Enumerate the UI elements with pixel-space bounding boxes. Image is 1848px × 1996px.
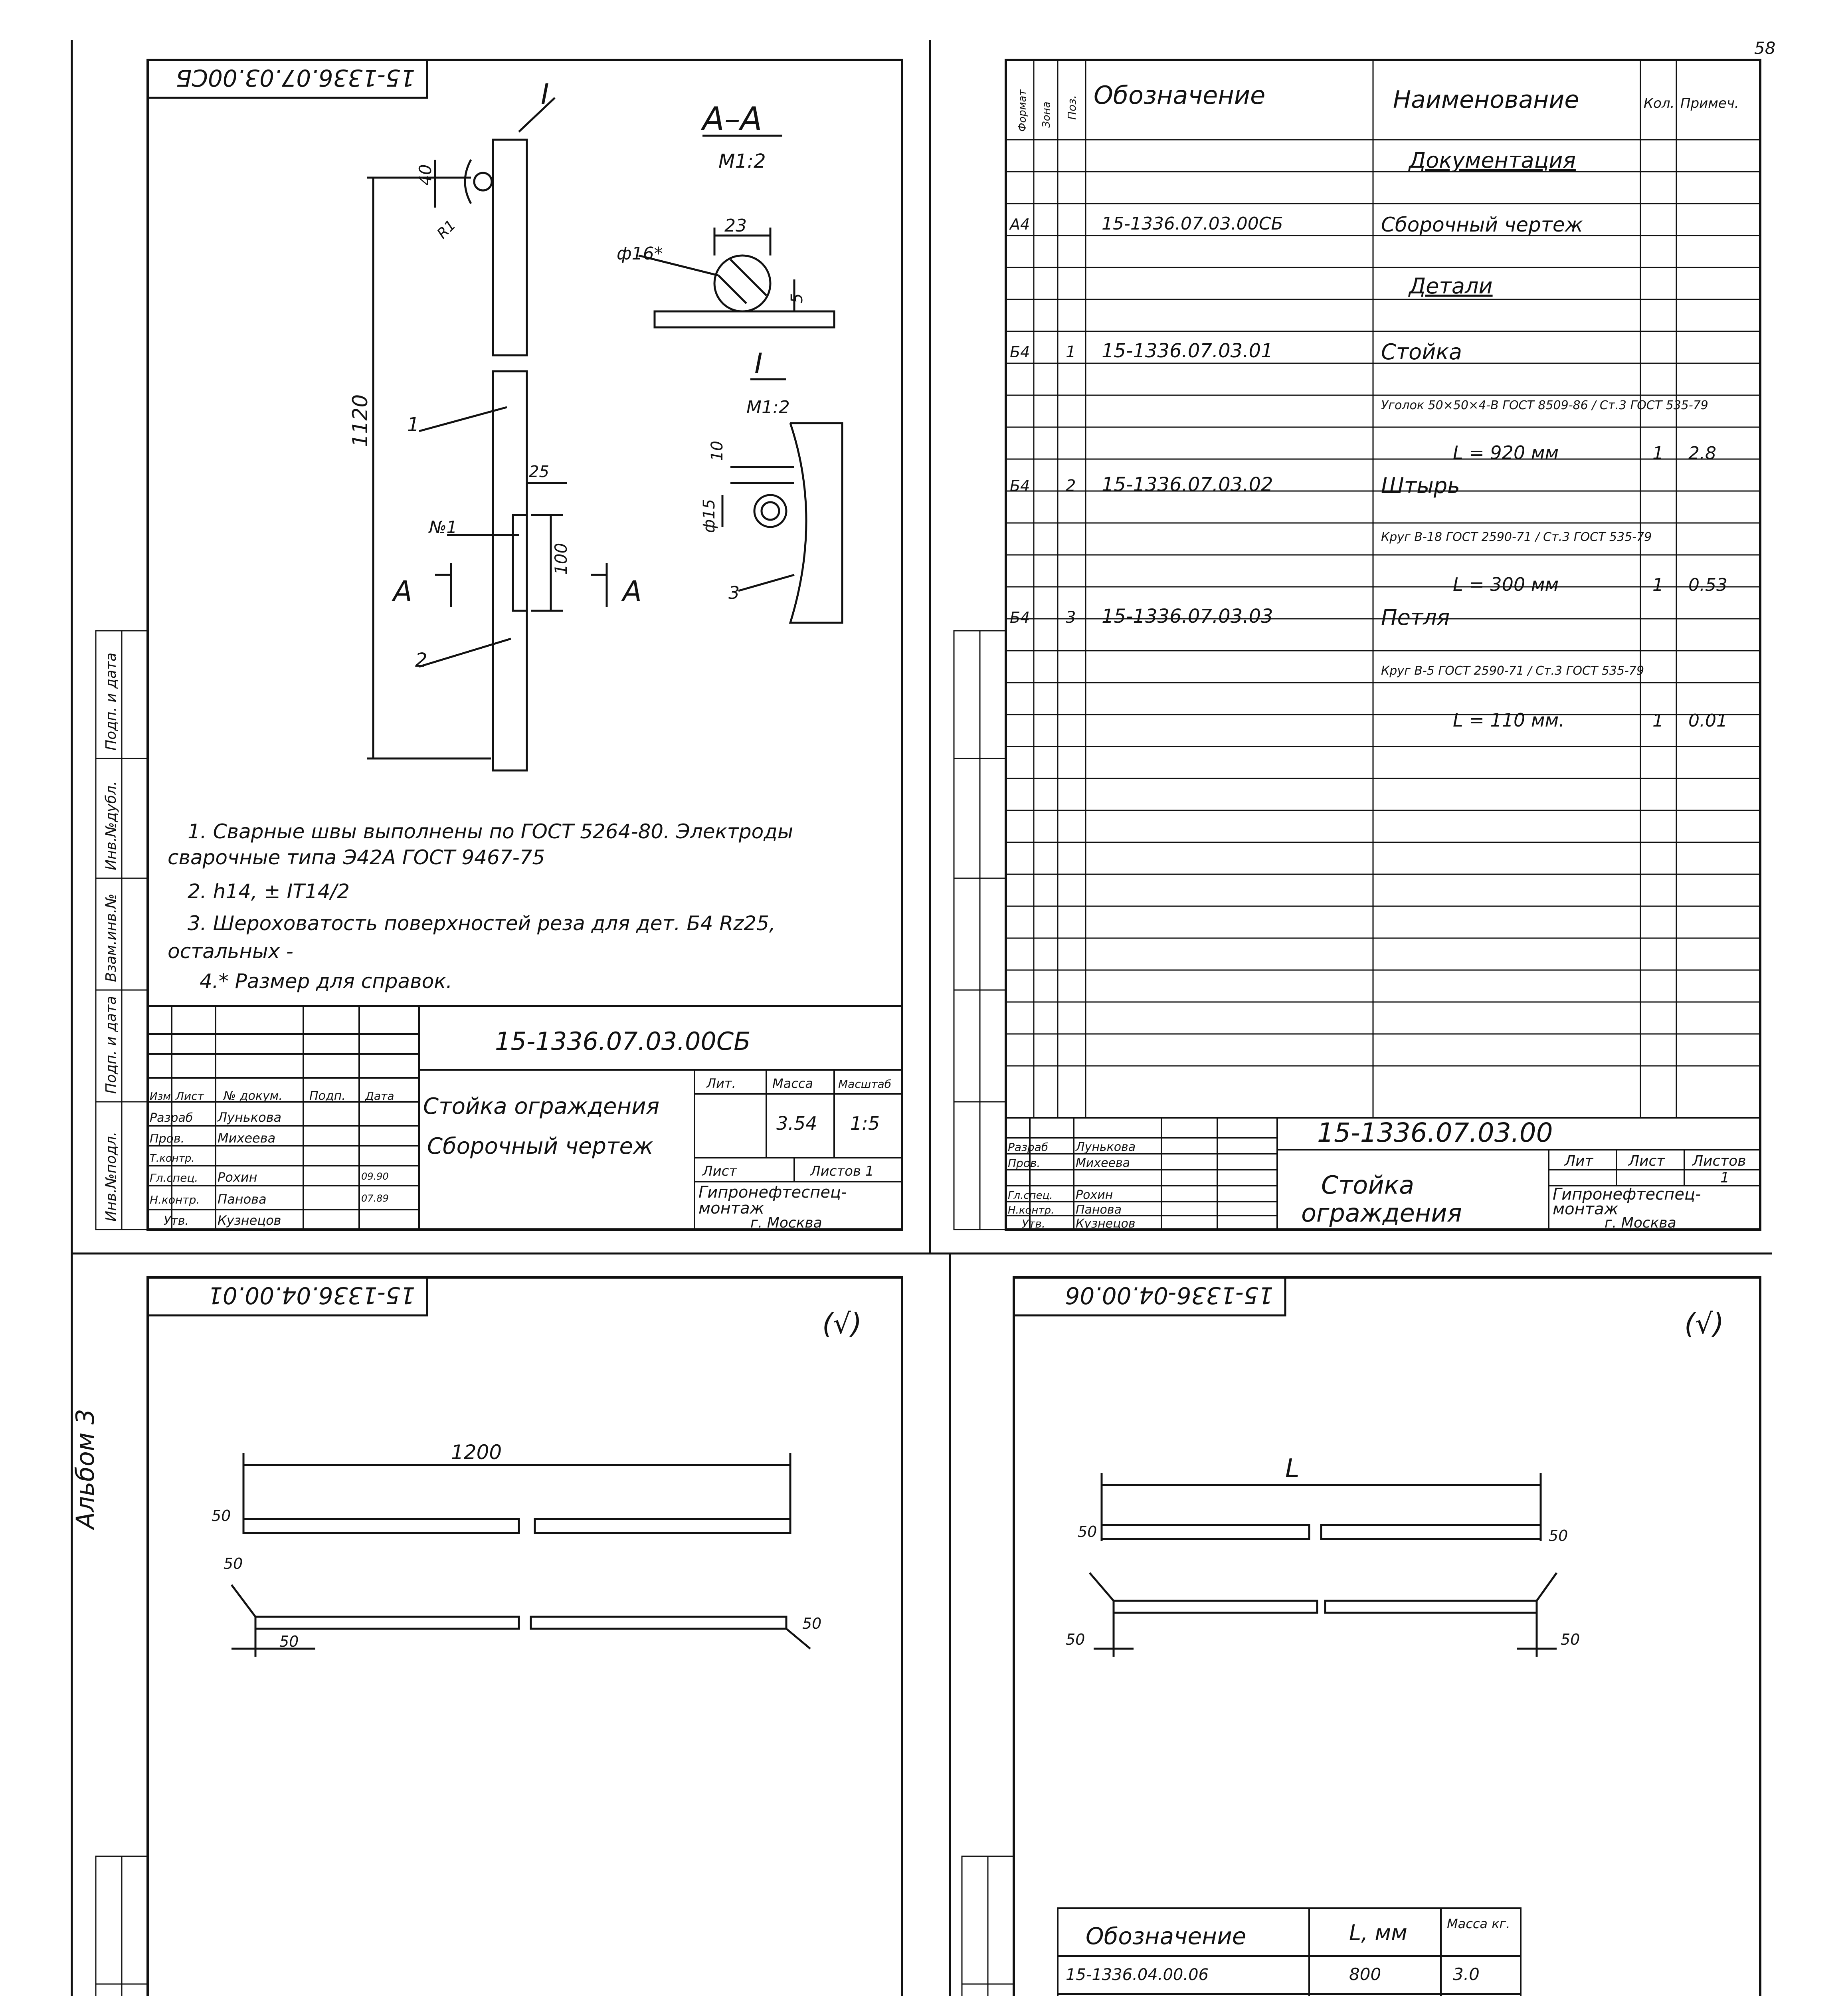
sheet1-tb-code: 15-1336.07.03.00СБ — [495, 1027, 751, 1056]
sheet2-tb-name-1: Стойка — [1321, 1170, 1415, 1200]
spec-row-9-pos: 3 — [1066, 608, 1076, 627]
sheet1-tb-org-3: г. Москва — [750, 1215, 822, 1231]
sheet1-tb-lit: Лит. — [706, 1076, 736, 1091]
stamp-inv-dubl: Инв.№дубл. — [103, 781, 119, 870]
spec-hdr-name: Наименование — [1393, 86, 1579, 114]
stamp-podp-data-1: Подп. и дата — [103, 996, 119, 1094]
sheet1-tb-mass-h: Масса — [772, 1076, 813, 1091]
dim-40: 40 — [416, 164, 435, 186]
sheet1-rotated-code: 15-1336.07.03.00СБ — [176, 64, 415, 91]
sheet-assembly — [96, 60, 902, 1231]
variants-hdr-mass: Масса кг. — [1447, 1916, 1510, 1931]
dim-15: ф15 — [700, 499, 718, 533]
dim-10: 10 — [708, 441, 726, 461]
sheet3-dim-50d: 50 — [802, 1615, 822, 1632]
spec-row-3-pos: 1 — [1066, 343, 1076, 361]
sheet2-role-3: Гл.спец. — [1008, 1190, 1053, 1202]
spec-row-6-code: 15-1336.07.03.02 — [1102, 473, 1273, 496]
spec-row-11-note: 0.01 — [1688, 711, 1727, 731]
note-line-1: 1. Сварные швы выполнены по ГОСТ 5264-80. Электроды — [188, 820, 793, 843]
sheet1-role-3: Гл.спец. — [150, 1171, 198, 1184]
spec-row-9-code: 15-1336.07.03.03 — [1102, 605, 1273, 628]
spec-row-1-name: Сборочный чертеж — [1381, 213, 1583, 236]
sheet1-role-2: Т.контр. — [150, 1152, 195, 1164]
sheet1-tb-hdr-izm: Изм — [150, 1091, 171, 1103]
dim-5: 5 — [788, 293, 806, 303]
marker-n1: №1 — [429, 517, 457, 537]
spec-hdr-format: Формат — [1017, 89, 1029, 132]
sheet2-tb-org-1: Гипронефтеспец- — [1553, 1185, 1701, 1204]
spec-row-8-name: L = 300 мм — [1453, 574, 1559, 595]
variant-0-len: 800 — [1349, 1964, 1381, 1984]
sheet2-role-1: Пров. — [1008, 1156, 1041, 1170]
spec-row-1-code: 15-1336.07.03.00СБ — [1102, 214, 1283, 234]
note-line-6: 4.* Размер для справок. — [200, 970, 453, 993]
spec-row-11-qty: 1 — [1652, 711, 1664, 731]
spec-row-8-qty: 1 — [1652, 575, 1664, 595]
note-line-3: 2. h14, ± IT14/2 — [188, 880, 350, 903]
sheet1-person-1: Михеева — [218, 1131, 276, 1146]
section-mark-right: А — [623, 575, 642, 608]
variants-hdr-len: L, мм — [1349, 1920, 1407, 1945]
sheet3-frame — [148, 1277, 902, 1996]
sheet2-role-4: Н.контр. — [1008, 1204, 1055, 1216]
sheet2-person-4: Панова — [1076, 1203, 1122, 1217]
sheet1-tb-hdr-dok: № докум. — [224, 1089, 283, 1103]
detail-i-scale: М1:2 — [746, 397, 790, 418]
spec-row-6-pos: 2 — [1066, 477, 1076, 495]
sheet1-tb-org-1: Гипронефтеспец- — [698, 1183, 847, 1202]
pos-1-label: 1 — [407, 414, 419, 436]
sheet2-person-5: Кузнецов — [1076, 1217, 1136, 1231]
sheet1-role-5: Утв. — [164, 1214, 189, 1228]
sheet1-tb-hdr-data: Дата — [365, 1089, 394, 1103]
sheet2-role-5: Утв. — [1022, 1217, 1045, 1230]
sheet1-person-3: Рохин — [218, 1170, 257, 1185]
sheet2-tb-name-2: ограждения — [1301, 1198, 1462, 1228]
dim-r1: R1 — [434, 217, 459, 242]
spec-hdr-note: Примеч. — [1680, 95, 1739, 111]
sheet4-dim-50c: 50 — [1066, 1631, 1085, 1648]
dim-100: 100 — [551, 543, 571, 575]
variants-hdr-code: Обозначение — [1086, 1923, 1247, 1950]
sheet-angle-06 — [962, 1277, 1760, 1996]
sheet3-rotated-code: 15-1336.04.00.01 — [208, 1282, 415, 1309]
sheet3-dim-50c: 50 — [279, 1633, 299, 1650]
spec-row-9-name: Петля — [1381, 605, 1450, 630]
spec-row-4-name: Уголок 50×50×4-В ГОСТ 8509-86 / Ст.3 ГОСТ 535-79 — [1381, 398, 1708, 412]
sheet1-tb-mass: 3.54 — [776, 1113, 817, 1134]
stamp-vzam-inv: Взам.инв.№ — [103, 893, 119, 982]
note-line-5: остальных - — [168, 940, 293, 963]
spec-row-5-note: 2.8 — [1688, 443, 1716, 463]
sheet1-tb-scale: 1:5 — [850, 1113, 880, 1134]
sheet2-role-0: Разраб — [1008, 1141, 1049, 1154]
spec-row-6-name: Штырь — [1381, 473, 1460, 498]
sheet-specification — [954, 60, 1760, 1231]
sheet3-dim-len: 1200 — [451, 1441, 502, 1464]
sheet3-dim-50a: 50 — [212, 1507, 231, 1525]
spec-hdr-zone: Зона — [1041, 101, 1053, 128]
sheet1-date-3: 09.90 — [361, 1171, 389, 1182]
sheet4-dim-50b: 50 — [1549, 1527, 1568, 1545]
sheet1-tb-name-2: Сборочный чертеж — [427, 1133, 653, 1159]
spec-row-3-fmt: Б4 — [1010, 343, 1030, 361]
spec-hdr-pos: Поз. — [1065, 95, 1078, 120]
sheet2-tb-org-2: монтаж — [1553, 1200, 1618, 1218]
sheet1-tb-hdr-list: Лист — [176, 1089, 204, 1103]
spec-row-0-name: Документация — [1409, 148, 1576, 173]
spec-row-2-name: Детали — [1409, 273, 1493, 299]
page-frame — [72, 40, 1772, 1996]
sheet2-tb-sheets-h: Листов — [1692, 1153, 1746, 1169]
sheet2-tb-org-3: г. Москва — [1605, 1215, 1676, 1231]
pos-3-label: 3 — [728, 583, 740, 603]
detail-i-title: I — [754, 347, 763, 380]
spec-row-3-code: 15-1336.07.03.01 — [1102, 340, 1273, 362]
sheet2-person-3: Рохин — [1076, 1188, 1113, 1202]
stamp-inv-podl: Инв.№подл. — [103, 1131, 119, 1222]
sheet3-roughness: (√) — [822, 1307, 862, 1340]
sheet1-role-1: Пров. — [150, 1132, 185, 1146]
sheet4-roughness: (√) — [1684, 1307, 1724, 1340]
sheet2-person-1: Михеева — [1076, 1156, 1130, 1170]
page-number: 58 — [1754, 38, 1776, 58]
sheet1-tb-sheet: Лист — [702, 1163, 737, 1179]
note-line-4: 3. Шероховатость поверхностей реза для дет. Б4 Rz25, — [188, 912, 776, 935]
spec-hdr-qty: Кол. — [1644, 95, 1675, 111]
spec-row-6-fmt: Б4 — [1010, 477, 1030, 495]
detail-mark-I: I — [541, 78, 549, 111]
section-mark-left: А — [393, 575, 412, 608]
dim-25: 25 — [529, 463, 549, 481]
spec-row-1-fmt: А4 — [1010, 216, 1030, 233]
spec-row-3-name: Стойка — [1381, 339, 1462, 364]
spec-row-5-name: L = 920 мм — [1453, 442, 1559, 463]
sheet1-person-4: Панова — [218, 1192, 267, 1207]
sheet1-tb-name-1: Стойка ограждения — [423, 1093, 660, 1119]
sheet4-dim-50d: 50 — [1561, 1631, 1580, 1648]
angle-01-views — [231, 1453, 810, 1657]
sheet4-frame — [1014, 1277, 1760, 1996]
spec-row-11-name: L = 110 мм. — [1453, 709, 1565, 731]
sheet-angle-01 — [96, 1277, 902, 1996]
section-a-a-title: А–А — [702, 100, 762, 137]
sheet3-dim-50b: 50 — [224, 1555, 243, 1572]
sheet1-role-0: Разраб — [150, 1111, 193, 1125]
variant-0-mass: 3.0 — [1453, 1964, 1480, 1984]
pos-2-label: 2 — [415, 649, 427, 671]
sheet1-tb-org-2: монтаж — [698, 1199, 764, 1218]
spec-row-10-name: Круг В-5 ГОСТ 2590-71 / Ст.3 ГОСТ 535-79 — [1381, 664, 1644, 678]
spec-row-9-fmt: Б4 — [1010, 609, 1030, 626]
dim-23: 23 — [724, 216, 747, 236]
spec-row-7-name: Круг В-18 ГОСТ 2590-71 / Ст.3 ГОСТ 535-79 — [1381, 530, 1652, 544]
spec-row-5-qty: 1 — [1652, 443, 1664, 463]
spec-hdr-code: Обозначение — [1094, 81, 1266, 110]
sheet1-tb-scale-h: Масштаб — [838, 1077, 892, 1091]
sheet1-person-5: Кузнецов — [218, 1213, 281, 1228]
stamp-podp-data-2: Подп. и дата — [103, 652, 119, 750]
dim-1120: 1120 — [348, 394, 372, 447]
sheet1-person-0: Лунькова — [218, 1110, 282, 1125]
sheet2-tb-sheets: 1 — [1720, 1170, 1729, 1186]
note-line-2: сварочные типа Э42А ГОСТ 9467-75 — [168, 846, 545, 869]
sheet1-tb-sheets: Листов 1 — [810, 1163, 874, 1179]
sheet1-role-4: Н.контр. — [150, 1193, 200, 1206]
sheet4-rotated-code: 15-1336-04.00.06 — [1065, 1282, 1273, 1309]
dim-rod-diam: ф16* — [617, 244, 663, 264]
sheet2-person-0: Лунькова — [1076, 1140, 1136, 1154]
spec-row-8-note: 0.53 — [1688, 575, 1727, 595]
sheet1-tb-hdr-podp: Подп. — [309, 1089, 346, 1103]
variant-0-code: 15-1336.04.00.06 — [1066, 1966, 1209, 1984]
album-label: Альбом 3 — [71, 1409, 100, 1529]
sheet1-date-4: 07.89 — [361, 1193, 389, 1204]
section-a-a-scale: М1:2 — [718, 150, 766, 172]
angle-06-views — [1090, 1473, 1557, 1657]
sheet4-dim-len: L — [1285, 1454, 1300, 1483]
sheet2-tb-sheet: Лист — [1628, 1153, 1665, 1169]
sheet4-dim-50a: 50 — [1078, 1523, 1097, 1541]
sheet2-tb-code: 15-1336.07.03.00 — [1317, 1117, 1553, 1148]
post-view — [367, 98, 607, 770]
sheet2-tb-lit: Лит — [1565, 1153, 1593, 1169]
